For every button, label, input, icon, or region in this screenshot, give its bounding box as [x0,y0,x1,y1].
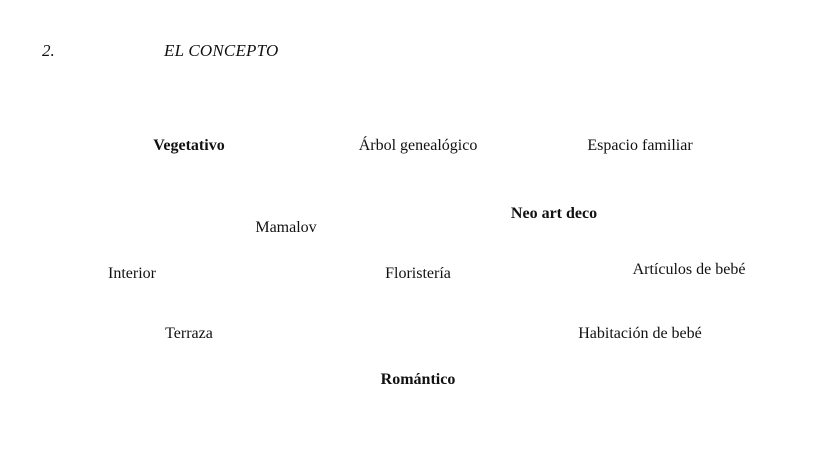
section-title: EL CONCEPTO [164,41,279,60]
section-number: 2. [42,41,55,60]
concept-word-arbol-genealogico: Árbol genealógico [358,137,478,154]
concept-word-terraza: Terraza [165,325,213,342]
concept-word-romantico: Romántico [380,371,456,388]
concept-word-floristeria: Floristería [385,265,451,282]
concept-word-mamalov: Mamalov [255,219,317,236]
concept-word-neo-art-deco: Neo art deco [510,205,598,222]
concept-word-habitacion-de-bebe: Habitación de bebé [578,325,702,342]
concept-word-articulos-de-bebe: Artículos de bebé [632,261,746,278]
concept-word-vegetativo: Vegetativo [153,137,225,154]
concept-word-interior: Interior [108,265,156,282]
concept-word-espacio-familiar: Espacio familiar [587,137,693,154]
